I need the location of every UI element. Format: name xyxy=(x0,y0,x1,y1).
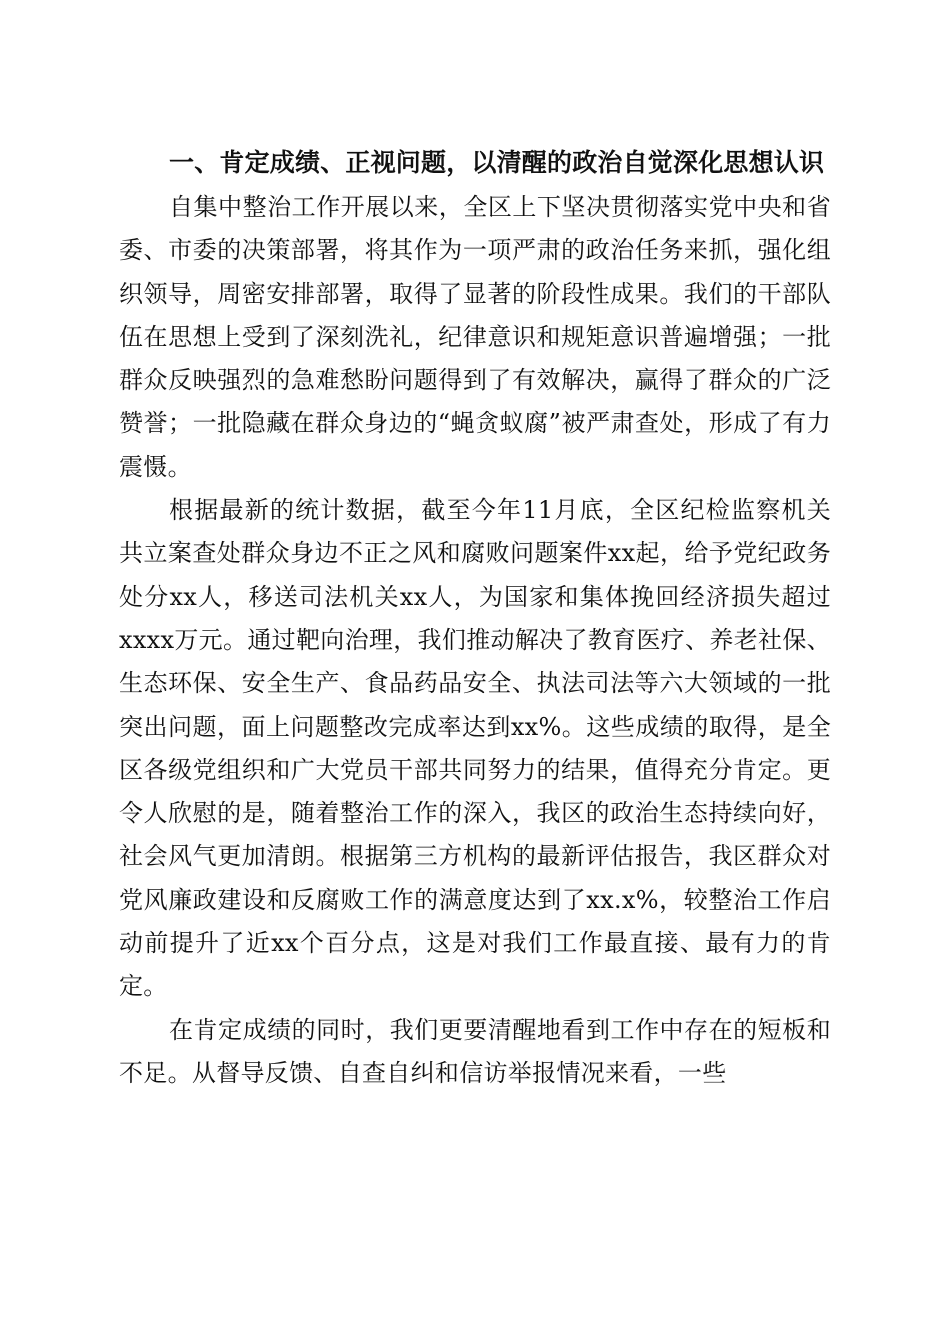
paragraph-shortcomings: 在肯定成绩的同时，我们更要清醒地看到工作中存在的短板和不足。从督导反馈、自查自纠和信访举报情况来看，一些 xyxy=(119,1015,831,1087)
paragraph-achievements: 自集中整治工作开展以来，全区上下坚决贯彻落实党中央和省委、市委的决策部署，将其作为一项严肃的政治任务来抓，强化组织领导，周密安排部署，取得了显著的阶段性成果。我们的干部队伍在思想上受到了深刻洗礼，纪律意识和规矩意识普遍增强；一批群众反映强烈的急难愁盼问题得到了有效解决，赢得了群众的广泛赞誉；一批隐藏在群众身边的“蝇贪蚁腐”被严肃查处，形成了有力震慑。 xyxy=(119,193,831,481)
section-heading: 一、肯定成绩、正视问题，以清醒的政治自觉深化思想认识 xyxy=(169,148,825,177)
paragraph-statistics: 根据最新的统计数据，截至今年11月底，全区纪检监察机关共立案查处群众身边不正之风和腐败问题案件xx起，给予党纪政务处分xx人，移送司法机关xx人，为国家和集体挽回经济损失超过xxxx万元。通过靶向治理，我们推动解决了教育医疗、养老社保、生态环保、安全生产、食品药品安全、执法司法等六大领域的一批突出问题，面上问题整改完成率达到xx%。这些成绩的取得，是全区各级党组织和广大党员干部共同努力的结果，值得充分肯定。更令人欣慰的是，随着整治工作的深入，我区的政治生态持续向好，社会风气更加清朗。根据第三方机构的最新评估报告，我区群众对党风廉政建设和反腐败工作的满意度达到了xx.x%，较整治工作启动前提升了近xx个百分点，这是对我们工作最直接、最有力的肯定。 xyxy=(119,496,831,1001)
document-body xyxy=(119,142,831,1095)
